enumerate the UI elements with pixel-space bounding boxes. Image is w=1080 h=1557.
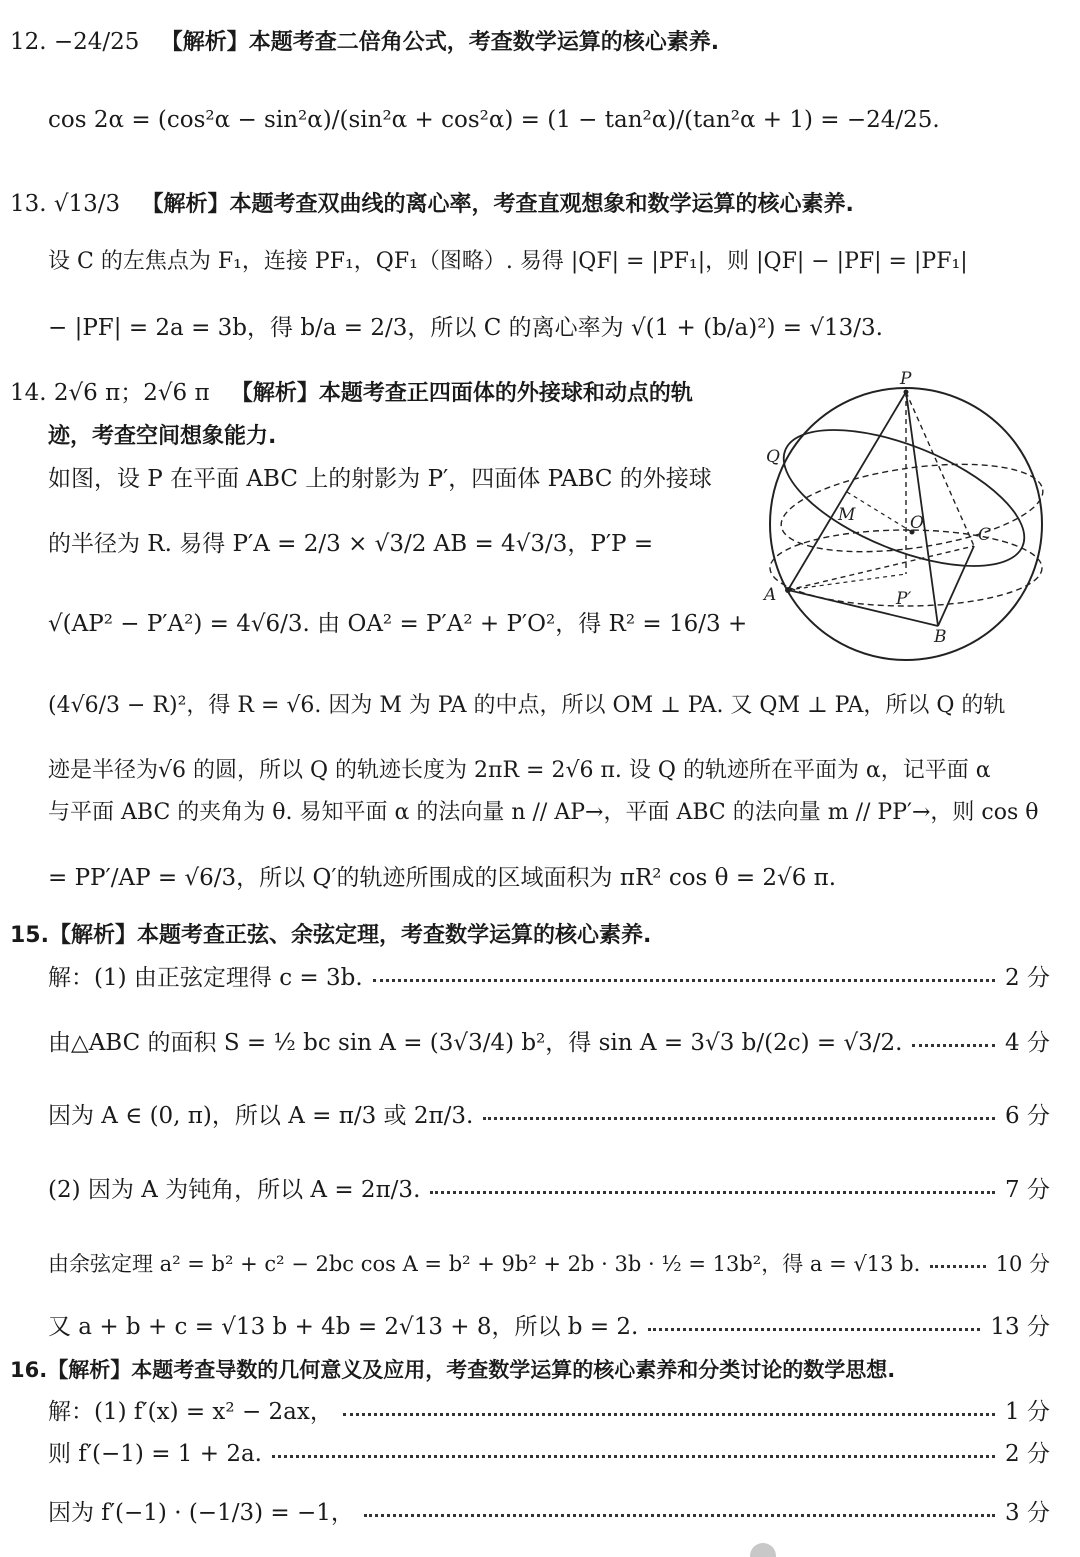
q14-title-b: 迹，考查空间想象能力. xyxy=(48,424,277,449)
q15-step-1-points: 2 分 xyxy=(1005,965,1050,991)
leader-dots xyxy=(373,979,995,982)
leader-dots xyxy=(648,1328,980,1331)
q16-step-2-points: 2 分 xyxy=(1005,1441,1050,1467)
leader-dots xyxy=(272,1455,995,1458)
q15-step-4 xyxy=(48,1174,1050,1206)
q13-title: 【解析】本题考查双曲线的离心率，考查直观想象和数学运算的核心素养. xyxy=(141,192,854,217)
q15-step-5-text: 由余弦定理 a² = b² + c² − 2bc cos A = b² + 9b² + 2b · 3b · ½ = 13b²，得 a = √13 b. xyxy=(48,1252,921,1276)
q14-line-5: 迹是半径为√6 的圆，所以 Q 的轨迹长度为 2πR = 2√6 π. 设 Q 的轨迹所在平面为 α，记平面 α xyxy=(48,758,991,783)
q15-step-2 xyxy=(48,1027,1050,1059)
edge-BC xyxy=(938,546,974,626)
q12-answer: 12. −24/25 xyxy=(10,29,140,55)
leader-dots xyxy=(343,1413,995,1416)
q14-line-1: 如图，设 P 在平面 ABC 上的射影为 P′，四面体 PABC 的外接球 xyxy=(48,466,712,492)
label-P: P xyxy=(900,369,912,389)
q15-step-1-text: 解：(1) 由正弦定理得 c = 3b. xyxy=(48,965,363,991)
leader-dots xyxy=(364,1514,995,1517)
q14-line-4: (4√6/3 − R)²，得 R = √6. 因为 M 为 PA 的中点，所以 OM ⊥ PA. 又 QM ⊥ PA，所以 Q 的轨 xyxy=(48,693,1006,718)
q13-line2: − |PF| = 2a = 3b，得 b/a = 2/3，所以 C 的离心率为 √(1 + (b/a)²) = √13/3. xyxy=(48,315,883,341)
q13-answer: 13. √13/3 xyxy=(10,191,121,217)
q13-line1: 设 C 的左焦点为 F₁，连接 PF₁，QF₁（图略）. 易得 |QF| = |PF₁|，则 |QF| − |PF| = |PF₁| xyxy=(48,249,968,274)
q14-header-row xyxy=(10,377,750,410)
q16-step-3-text: 因为 f′(−1) · (−1/3) = −1， xyxy=(48,1500,354,1526)
segment-AP1 xyxy=(788,574,906,590)
q12-title: 【解析】本题考查二倍角公式，考查数学运算的核心素养. xyxy=(160,30,720,55)
q15-step-2-text: 由△ABC 的面积 S = ½ bc sin A = (3√3/4) b²，得 sin A = 3√3 b/(2c) = √3/2. xyxy=(48,1030,903,1056)
q14-line-3: √(AP² − P′A²) = 4√6/3. 由 OA² = P′A² + P′O²，得 R² = 16/3 + xyxy=(48,611,748,637)
watermark-badge xyxy=(750,1543,776,1557)
q15-step-2-points: 4 分 xyxy=(1005,1030,1050,1056)
q14-title-a: 【解析】本题考查正四面体的外接球和动点的轨 xyxy=(230,381,693,406)
q15-step-4-text: (2) 因为 A 为钝角，所以 A = 2π/3. xyxy=(48,1177,421,1203)
q16-step-1-points: 1 分 xyxy=(1005,1399,1050,1425)
q16-step-1-text: 解：(1) f′(x) = x² − 2ax， xyxy=(48,1399,333,1425)
leader-dots xyxy=(483,1117,995,1120)
leader-dots xyxy=(930,1265,985,1268)
edge-PA xyxy=(788,392,906,590)
q14-line-7: = PP′/AP = √6/3，所以 Q′的轨迹所围成的区域面积为 πR² cos θ = 2√6 π. xyxy=(48,865,837,891)
sphere-tetrahedron-figure xyxy=(762,368,1052,668)
q16-header: 16.【解析】本题考查导数的几何意义及应用，考查数学运算的核心素养和分类讨论的数学思想. xyxy=(10,1358,896,1382)
q12-header-row xyxy=(10,26,1050,59)
segment-MO xyxy=(847,492,912,532)
q14-line-6: 与平面 ABC 的夹角为 θ. 易知平面 α 的法向量 n // AP→，平面 ABC 的法向量 m // PP′→，则 cos θ xyxy=(48,800,1039,825)
label-P-prime: P′ xyxy=(896,589,912,609)
q16-step-3-points: 3 分 xyxy=(1005,1500,1050,1526)
q13-header-row xyxy=(10,188,1050,221)
q16-step-2-text: 则 f′(−1) = 1 + 2a. xyxy=(48,1441,262,1467)
leader-dots xyxy=(430,1191,995,1194)
label-M: M xyxy=(838,505,856,525)
q15-step-1 xyxy=(48,962,1050,994)
q15-step-6 xyxy=(48,1311,1050,1343)
q15-step-6-text: 又 a + b + c = √13 b + 4b = 2√13 + 8，所以 b = 2. xyxy=(48,1314,639,1340)
q15-step-3-text: 因为 A ∈ (0, π)，所以 A = π/3 或 2π/3. xyxy=(48,1103,474,1129)
leader-dots xyxy=(912,1044,995,1047)
label-B: B xyxy=(934,627,947,647)
q15-step-4-points: 7 分 xyxy=(1005,1177,1050,1203)
point-P xyxy=(904,390,909,395)
q15-step-6-points: 13 分 xyxy=(990,1314,1050,1340)
label-A: A xyxy=(764,585,777,605)
q16-step-2 xyxy=(48,1438,1050,1470)
q15-header: 15.【解析】本题考查正弦、余弦定理，考查数学运算的核心素养. xyxy=(10,923,652,948)
q15-step-5-points: 10 分 xyxy=(995,1252,1050,1276)
label-Q: Q xyxy=(766,447,780,467)
q15-step-3 xyxy=(48,1100,1050,1132)
q15-step-3-points: 6 分 xyxy=(1005,1103,1050,1129)
label-O: O xyxy=(910,513,924,533)
q14-answer: 14. 2√6 π；2√6 π xyxy=(10,380,210,406)
point-A xyxy=(785,587,791,593)
label-C: C xyxy=(978,525,992,545)
q16-step-1 xyxy=(48,1396,1050,1428)
q14-line-2: 的半径为 R. 易得 P′A = 2/3 × √3/2 AB = 4√3/3，P′P = xyxy=(48,531,654,557)
q15-step-5 xyxy=(48,1248,1050,1280)
q12-formula: cos 2α = (cos²α − sin²α)/(sin²α + cos²α) = (1 − tan²α)/(tan²α + 1) = −24/25. xyxy=(48,107,940,133)
edge-AC xyxy=(788,546,974,590)
q16-step-3 xyxy=(48,1497,1050,1529)
